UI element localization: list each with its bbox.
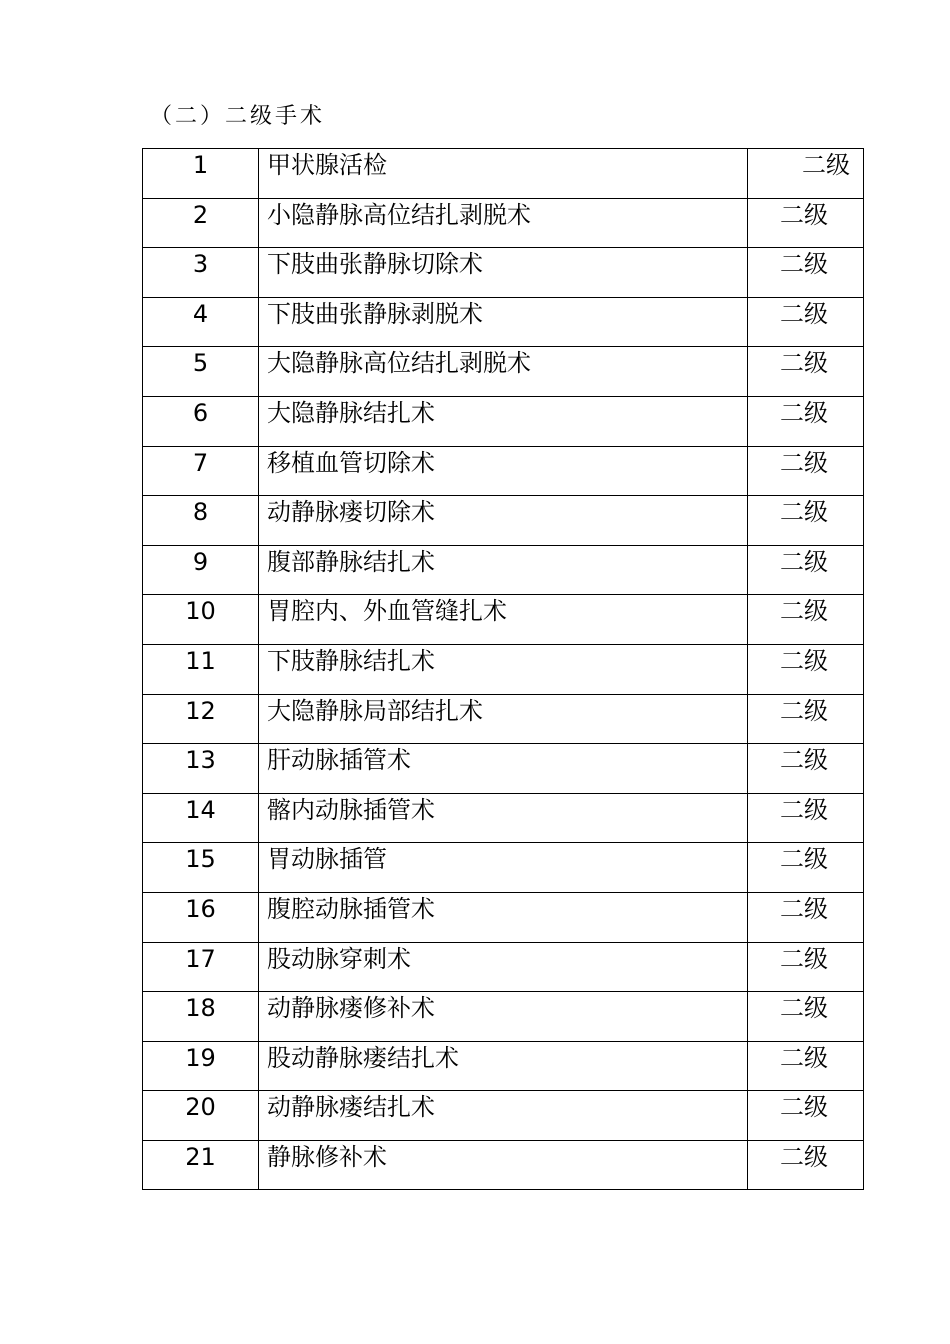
table-row: [143, 545, 864, 595]
procedure-name: 腹部静脉结扎术: [259, 545, 748, 595]
table-row: [143, 198, 864, 248]
procedure-name: 动静脉瘘切除术: [259, 496, 748, 546]
table-row: [143, 595, 864, 645]
procedure-name: 下肢静脉结扎术: [259, 644, 748, 694]
table-row: [143, 942, 864, 992]
table-row: [143, 992, 864, 1042]
procedure-name: 髂内动脉插管术: [259, 793, 748, 843]
row-number: 15: [143, 843, 259, 893]
row-number: 19: [143, 1041, 259, 1091]
procedure-name: 大隐静脉结扎术: [259, 396, 748, 446]
procedure-name: 股动脉穿刺术: [259, 942, 748, 992]
surgery-level: 二级: [748, 1091, 864, 1141]
surgery-level: 二级: [748, 545, 864, 595]
procedure-name: 腹腔动脉插管术: [259, 892, 748, 942]
row-number: 4: [143, 297, 259, 347]
surgery-level: 二级: [748, 744, 864, 794]
table-row: [143, 1140, 864, 1190]
procedure-name: 下肢曲张静脉剥脱术: [259, 297, 748, 347]
row-number: 20: [143, 1091, 259, 1141]
row-number: 2: [143, 198, 259, 248]
procedure-name: 动静脉瘘结扎术: [259, 1091, 748, 1141]
row-number: 7: [143, 446, 259, 496]
row-number: 16: [143, 892, 259, 942]
row-number: 18: [143, 992, 259, 1042]
row-number: 8: [143, 496, 259, 546]
row-number: 11: [143, 644, 259, 694]
table-row: [143, 248, 864, 298]
procedure-name: 动静脉瘘修补术: [259, 992, 748, 1042]
surgery-table-body: [143, 149, 864, 1190]
row-number: 10: [143, 595, 259, 645]
procedure-name: 胃腔内、外血管缝扎术: [259, 595, 748, 645]
table-row: [143, 149, 864, 199]
procedure-name: 大隐静脉局部结扎术: [259, 694, 748, 744]
row-number: 1: [143, 149, 259, 199]
row-number: 5: [143, 347, 259, 397]
surgery-level: 二级: [748, 198, 864, 248]
surgery-level: 二级: [748, 347, 864, 397]
table-row: [143, 644, 864, 694]
procedure-name: 肝动脉插管术: [259, 744, 748, 794]
procedure-name: 移植血管切除术: [259, 446, 748, 496]
surgery-level: 二级: [748, 892, 864, 942]
row-number: 12: [143, 694, 259, 744]
table-row: [143, 347, 864, 397]
row-number: 14: [143, 793, 259, 843]
row-number: 9: [143, 545, 259, 595]
row-number: 13: [143, 744, 259, 794]
surgery-level: 二级: [748, 1140, 864, 1190]
surgery-level: 二级: [748, 248, 864, 298]
surgery-level: 二级: [748, 1041, 864, 1091]
row-number: 3: [143, 248, 259, 298]
surgery-level: 二级: [748, 149, 864, 199]
procedure-name: 股动静脉瘘结扎术: [259, 1041, 748, 1091]
table-row: [143, 892, 864, 942]
procedure-name: 下肢曲张静脉切除术: [259, 248, 748, 298]
table-row: [143, 496, 864, 546]
procedure-name: 静脉修补术: [259, 1140, 748, 1190]
surgery-level: 二级: [748, 644, 864, 694]
procedure-name: 小隐静脉高位结扎剥脱术: [259, 198, 748, 248]
section-title: （二）二级手术: [150, 104, 326, 129]
table-row: [143, 843, 864, 893]
procedure-name: 大隐静脉高位结扎剥脱术: [259, 347, 748, 397]
surgery-level: 二级: [748, 446, 864, 496]
table-row: [143, 694, 864, 744]
table-row: [143, 793, 864, 843]
row-number: 17: [143, 942, 259, 992]
table-row: [143, 297, 864, 347]
procedure-name: 甲状腺活检: [259, 149, 748, 199]
surgery-level: 二级: [748, 694, 864, 744]
table-row: [143, 446, 864, 496]
surgery-table: [142, 148, 864, 1190]
row-number: 6: [143, 396, 259, 446]
surgery-level: 二级: [748, 496, 864, 546]
table-row: [143, 744, 864, 794]
surgery-level: 二级: [748, 843, 864, 893]
surgery-level: 二级: [748, 793, 864, 843]
table-row: [143, 1041, 864, 1091]
table-row: [143, 396, 864, 446]
surgery-level: 二级: [748, 595, 864, 645]
surgery-level: 二级: [748, 992, 864, 1042]
surgery-level: 二级: [748, 942, 864, 992]
surgery-level: 二级: [748, 297, 864, 347]
procedure-name: 胃动脉插管: [259, 843, 748, 893]
surgery-level: 二级: [748, 396, 864, 446]
row-number: 21: [143, 1140, 259, 1190]
table-row: [143, 1091, 864, 1141]
